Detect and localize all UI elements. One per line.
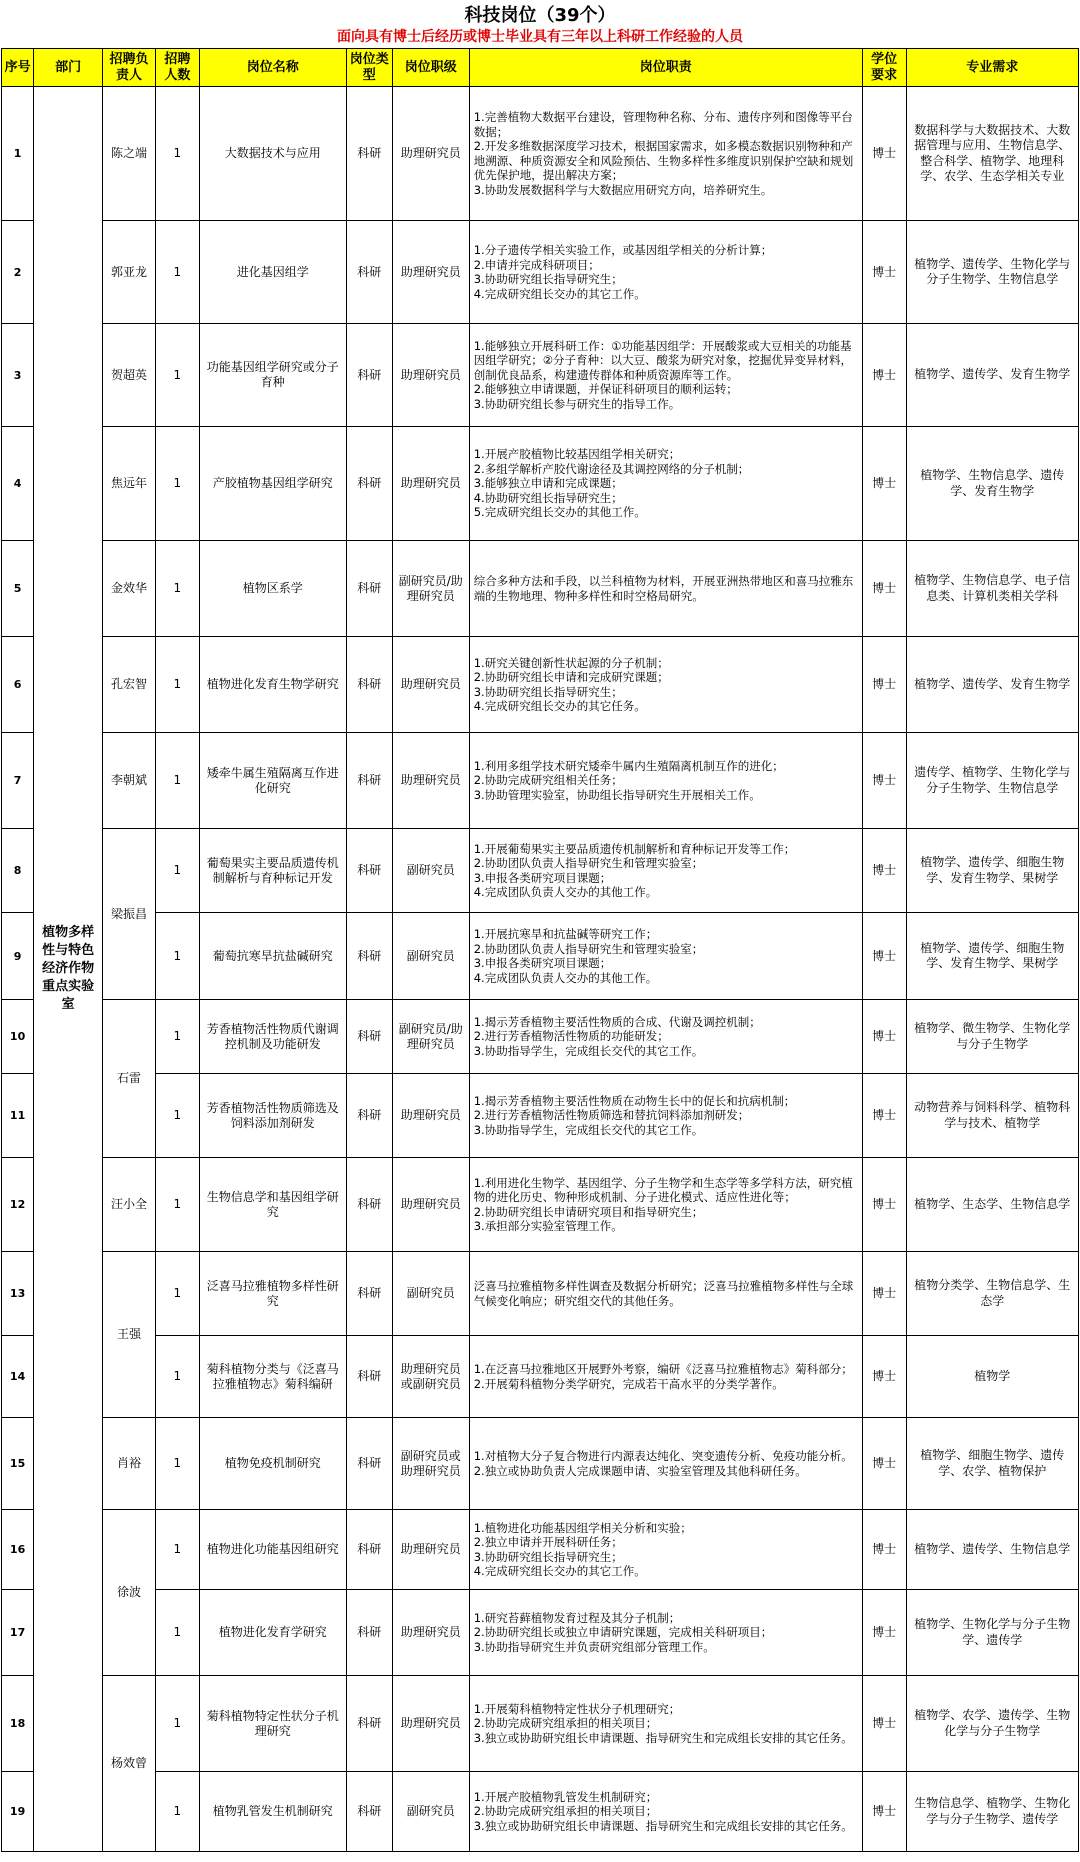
duty-cell: 1.对植物大分子复合物进行内源表达纯化、突变遗传分析、免疫功能分析。 2.独立或协助负责人完成课题申请、实验室管理及其他科研任务。 <box>469 1418 862 1510</box>
table-row <box>2 829 1079 913</box>
header-lead: 招聘负责人 <box>103 49 156 87</box>
count-cell: 1 <box>155 1510 199 1590</box>
degree-cell: 博士 <box>862 87 906 221</box>
count-cell: 1 <box>155 733 199 829</box>
table-row <box>2 541 1079 637</box>
count-cell: 1 <box>155 1676 199 1772</box>
table-row <box>2 1000 1079 1074</box>
header-rank: 岗位职级 <box>392 49 469 87</box>
row-no: 15 <box>2 1418 34 1510</box>
major-cell: 动物营养与饲料科学、植物科学与技术、植物学 <box>906 1074 1079 1158</box>
duty-cell: 1.开展葡萄果实主要品质遗传机制解析和育种标记开发等工作； 2.协助团队负责人指导研究生和管理实验室； 3.申报各类研究项目课题； 4.完成团队负责人交办的其他工作。 <box>469 829 862 913</box>
position-name-cell: 菊科植物特定性状分子机理研究 <box>199 1676 346 1772</box>
count-cell: 1 <box>155 1772 199 1852</box>
rank-cell: 助理研究员 <box>392 1590 469 1676</box>
lead-cell: 王强 <box>103 1252 156 1418</box>
position-name-cell: 大数据技术与应用 <box>199 87 346 221</box>
position-name-cell: 葡萄抗寒旱抗盐碱研究 <box>199 913 346 1000</box>
table-row <box>2 1158 1079 1252</box>
major-cell: 遗传学、植物学、生物化学与分子生物学、生物信息学 <box>906 733 1079 829</box>
rank-cell: 副研究员 <box>392 829 469 913</box>
degree-cell: 博士 <box>862 427 906 541</box>
type-cell: 科研 <box>346 1252 392 1336</box>
rank-cell: 助理研究员 <box>392 427 469 541</box>
degree-cell: 博士 <box>862 637 906 733</box>
major-cell: 植物学、遗传学、细胞生物学、发育生物学、果树学 <box>906 913 1079 1000</box>
major-cell: 植物学、细胞生物学、遗传学、农学、植物保护 <box>906 1418 1079 1510</box>
position-name-cell: 菊科植物分类与《泛喜马拉雅植物志》菊科编研 <box>199 1336 346 1418</box>
degree-cell: 博士 <box>862 541 906 637</box>
lead-cell: 汪小全 <box>103 1158 156 1252</box>
type-cell: 科研 <box>346 1418 392 1510</box>
duty-cell: 1.开展产胶植物乳管发生机制研究； 2.协助完成研究组承担的相关项目； 3.独立或协助研究组长申请课题、指导研究生和完成组长安排的其它任务。 <box>469 1772 862 1852</box>
row-no: 10 <box>2 1000 34 1074</box>
position-name-cell: 功能基因组学研究或分子育种 <box>199 324 346 427</box>
major-cell: 植物学、遗传学、发育生物学 <box>906 637 1079 733</box>
lead-cell: 杨效曾 <box>103 1676 156 1852</box>
row-no: 11 <box>2 1074 34 1158</box>
degree-cell: 博士 <box>862 1252 906 1336</box>
row-no: 2 <box>2 221 34 324</box>
type-cell: 科研 <box>346 1510 392 1590</box>
duty-cell: 1.利用进化生物学、基因组学、分子生物学和生态学等多学科方法，研究植物的进化历史、物种形成机制、分子进化模式、适应性进化等； 2.协助研究组长申请研究项目和指导研究生； 3.承担部分实验室管理工作。 <box>469 1158 862 1252</box>
position-name-cell: 植物免疫机制研究 <box>199 1418 346 1510</box>
rank-cell: 助理研究员 <box>392 1158 469 1252</box>
lead-cell: 梁振昌 <box>103 829 156 1000</box>
position-name-cell: 泛喜马拉雅植物多样性研究 <box>199 1252 346 1336</box>
count-cell: 1 <box>155 1158 199 1252</box>
type-cell: 科研 <box>346 1676 392 1772</box>
count-cell: 1 <box>155 221 199 324</box>
position-name-cell: 芳香植物活性物质筛选及饲料添加剂研发 <box>199 1074 346 1158</box>
position-name-cell: 植物乳管发生机制研究 <box>199 1772 346 1852</box>
degree-cell: 博士 <box>862 1158 906 1252</box>
position-name-cell: 植物进化发育学研究 <box>199 1590 346 1676</box>
duty-cell: 1.植物进化功能基因组学相关分析和实验； 2.独立申请并开展科研任务； 3.协助研究组长指导研究生； 4.完成研究组长交办的其它工作。 <box>469 1510 862 1590</box>
type-cell: 科研 <box>346 913 392 1000</box>
major-cell: 植物学、遗传学、生物信息学 <box>906 1510 1079 1590</box>
rank-cell: 副研究员 <box>392 1772 469 1852</box>
rank-cell: 助理研究员 <box>392 221 469 324</box>
count-cell: 1 <box>155 1336 199 1418</box>
duty-cell: 1.揭示芳香植物主要活性物质在动物生长中的促长和抗病机制； 2.进行芳香植物活性物质筛选和替抗饲料添加剂研发； 3.协助指导学生，完成组长交代的其它工作。 <box>469 1074 862 1158</box>
row-no: 17 <box>2 1590 34 1676</box>
major-cell: 植物学 <box>906 1336 1079 1418</box>
duty-cell: 1.在泛喜马拉雅地区开展野外考察，编研《泛喜马拉雅植物志》菊科部分； 2.开展菊科植物分类学研究，完成若干高水平的分类学著作。 <box>469 1336 862 1418</box>
duty-cell: 1.利用多组学技术研究矮牵牛属内生殖隔离机制互作的进化； 2.协助完成研究组相关任务； 3.协助管理实验室，协助组长指导研究生开展相关工作。 <box>469 733 862 829</box>
lead-cell: 肖裕 <box>103 1418 156 1510</box>
header-dept: 部门 <box>34 49 103 87</box>
duty-cell: 1.开展菊科植物特定性状分子机理研究； 2.协助完成研究组承担的相关项目； 3.独立或协助研究组长申请课题、指导研究生和完成组长安排的其它任务。 <box>469 1676 862 1772</box>
lead-cell: 金效华 <box>103 541 156 637</box>
table-row <box>2 1418 1079 1510</box>
header-duty: 岗位职责 <box>469 49 862 87</box>
rank-cell: 副研究员或助理研究员 <box>392 1418 469 1510</box>
major-cell: 植物学、遗传学、生物化学与分子生物学、生物信息学 <box>906 221 1079 324</box>
table-row <box>2 637 1079 733</box>
duty-cell: 1.开展产胶植物比较基因组学相关研究； 2.多组学解析产胶代谢途径及其调控网络的分子机制； 3.能够独立申请和完成课题； 4.协助研究组长指导研究生； 5.完成研究组长交办的其他工作。 <box>469 427 862 541</box>
degree-cell: 博士 <box>862 1336 906 1418</box>
major-cell: 植物学、农学、遗传学、生物化学与分子生物学 <box>906 1676 1079 1772</box>
lead-cell: 陈之端 <box>103 87 156 221</box>
count-cell: 1 <box>155 1000 199 1074</box>
duty-cell: 1.研究苔藓植物发育过程及其分子机制； 2.协助研究组长或独立申请研究课题，完成相关科研项目； 3.协助指导研究生并负责研究组部分管理工作。 <box>469 1590 862 1676</box>
table-header-row <box>2 49 1079 87</box>
degree-cell: 博士 <box>862 1676 906 1772</box>
table-row <box>2 1252 1079 1336</box>
table-row <box>2 87 1079 221</box>
table-row <box>2 1772 1079 1852</box>
row-no: 14 <box>2 1336 34 1418</box>
row-no: 6 <box>2 637 34 733</box>
count-cell: 1 <box>155 427 199 541</box>
rank-cell: 助理研究员 <box>392 87 469 221</box>
degree-cell: 博士 <box>862 1590 906 1676</box>
duty-cell: 1.完善植物大数据平台建设，管理物种名称、分布、遗传序列和图像等平台数据； 2.开发多维数据深度学习技术，根据国家需求，如多模态数据识别物种和产地溯源、种质资源安全和风险预估、生物多样性多维度识别保护空缺和规划优先保护地，提出解决方案； 3.协助发展数据科学与大数据应用研究方向，培养研究生。 <box>469 87 862 221</box>
degree-cell: 博士 <box>862 1772 906 1852</box>
rank-cell: 副研究员 <box>392 1252 469 1336</box>
table-row <box>2 1676 1079 1772</box>
department-cell: 植物多样性与特色经济作物重点实验室 <box>34 87 103 1852</box>
rank-cell: 助理研究员 <box>392 1676 469 1772</box>
table-row <box>2 1074 1079 1158</box>
type-cell: 科研 <box>346 87 392 221</box>
type-cell: 科研 <box>346 733 392 829</box>
row-no: 8 <box>2 829 34 913</box>
row-no: 18 <box>2 1676 34 1772</box>
table-row <box>2 221 1079 324</box>
lead-cell: 徐波 <box>103 1510 156 1676</box>
row-no: 16 <box>2 1510 34 1590</box>
row-no: 9 <box>2 913 34 1000</box>
lead-cell: 孔宏智 <box>103 637 156 733</box>
degree-cell: 博士 <box>862 733 906 829</box>
page-header <box>0 0 1080 48</box>
duty-cell: 1.分子遗传学相关实验工作，或基因组学相关的分析计算； 2.申请并完成科研项目； 3.协助研究组长指导研究生； 4.完成研究组长交办的其它工作。 <box>469 221 862 324</box>
header-type: 岗位类型 <box>346 49 392 87</box>
table-row <box>2 733 1079 829</box>
rank-cell: 助理研究员或副研究员 <box>392 1336 469 1418</box>
row-no: 12 <box>2 1158 34 1252</box>
lead-cell: 焦远年 <box>103 427 156 541</box>
table-row <box>2 427 1079 541</box>
count-cell: 1 <box>155 829 199 913</box>
degree-cell: 博士 <box>862 1510 906 1590</box>
position-name-cell: 芳香植物活性物质代谢调控机制及功能研发 <box>199 1000 346 1074</box>
type-cell: 科研 <box>346 1000 392 1074</box>
type-cell: 科研 <box>346 1336 392 1418</box>
header-degree: 学位要求 <box>862 49 906 87</box>
position-name-cell: 进化基因组学 <box>199 221 346 324</box>
type-cell: 科研 <box>346 427 392 541</box>
table-row <box>2 324 1079 427</box>
row-no: 5 <box>2 541 34 637</box>
rank-cell: 助理研究员 <box>392 324 469 427</box>
type-cell: 科研 <box>346 637 392 733</box>
duty-cell: 1.研究关键创新性状起源的分子机制； 2.协助研究组长申请和完成研究课题； 3.协助研究组长指导研究生； 4.完成研究组长交办的其它任务。 <box>469 637 862 733</box>
major-cell: 植物分类学、生物信息学、生态学 <box>906 1252 1079 1336</box>
type-cell: 科研 <box>346 829 392 913</box>
row-no: 19 <box>2 1772 34 1852</box>
major-cell: 植物学、生态学、生物信息学 <box>906 1158 1079 1252</box>
position-name-cell: 产胶植物基因组学研究 <box>199 427 346 541</box>
table-row <box>2 1590 1079 1676</box>
major-cell: 植物学、生物信息学、遗传学、发育生物学 <box>906 427 1079 541</box>
row-no: 7 <box>2 733 34 829</box>
duty-cell: 1.开展抗寒旱和抗盐碱等研究工作； 2.协助团队负责人指导研究生和管理实验室； 3.申报各类研究项目课题； 4.完成团队负责人交办的其他工作。 <box>469 913 862 1000</box>
position-name-cell: 植物区系学 <box>199 541 346 637</box>
row-no: 13 <box>2 1252 34 1336</box>
count-cell: 1 <box>155 541 199 637</box>
degree-cell: 博士 <box>862 1074 906 1158</box>
page-title: 科技岗位（39个） <box>464 5 616 26</box>
count-cell: 1 <box>155 87 199 221</box>
major-cell: 生物信息学、植物学、生物化学与分子生物学、遗传学 <box>906 1772 1079 1852</box>
count-cell: 1 <box>155 913 199 1000</box>
duty-cell: 1.揭示芳香植物主要活性物质的合成、代谢及调控机制； 2.进行芳香植物活性物质的功能研发； 3.协助指导学生，完成组长交代的其它工作。 <box>469 1000 862 1074</box>
position-name-cell: 植物进化功能基因组研究 <box>199 1510 346 1590</box>
rank-cell: 助理研究员 <box>392 733 469 829</box>
lead-cell: 李朝斌 <box>103 733 156 829</box>
major-cell: 植物学、遗传学、细胞生物学、发育生物学、果树学 <box>906 829 1079 913</box>
major-cell: 植物学、遗传学、发育生物学 <box>906 324 1079 427</box>
major-cell: 数据科学与大数据技术、大数据管理与应用、生物信息学、整合科学、植物学、地理科学、农学、生态学相关专业 <box>906 87 1079 221</box>
rank-cell: 副研究员/助理研究员 <box>392 1000 469 1074</box>
row-no: 1 <box>2 87 34 221</box>
major-cell: 植物学、微生物学、生物化学与分子生物学 <box>906 1000 1079 1074</box>
duty-cell: 综合多种方法和手段，以兰科植物为材料，开展亚洲热带地区和喜马拉雅东端的生物地理、物种多样性和时空格局研究。 <box>469 541 862 637</box>
degree-cell: 博士 <box>862 1000 906 1074</box>
degree-cell: 博士 <box>862 1418 906 1510</box>
header-major: 专业需求 <box>906 49 1079 87</box>
rank-cell: 副研究员/助理研究员 <box>392 541 469 637</box>
table-row <box>2 1510 1079 1590</box>
table-row <box>2 913 1079 1000</box>
duty-cell: 1.能够独立开展科研工作：①功能基因组学：开展酸浆或大豆相关的功能基因组学研究；②分子育种：以大豆、酸浆为研究对象，挖掘优异变异材料，创制优良品系，构建遗传群体和种质资源库等工作。 2.能够独立申请课题，并保证科研项目的顺利运转； 3.协助研究组长参与研究生的指导工作。 <box>469 324 862 427</box>
position-name-cell: 葡萄果实主要品质遗传机制解析与育种标记开发 <box>199 829 346 913</box>
duty-cell: 泛喜马拉雅植物多样性调查及数据分析研究；泛喜马拉雅植物多样性与全球气候变化响应；研究组交代的其他任务。 <box>469 1252 862 1336</box>
rank-cell: 助理研究员 <box>392 1510 469 1590</box>
count-cell: 1 <box>155 1418 199 1510</box>
type-cell: 科研 <box>346 324 392 427</box>
count-cell: 1 <box>155 1074 199 1158</box>
count-cell: 1 <box>155 1252 199 1336</box>
rank-cell: 助理研究员 <box>392 637 469 733</box>
header-name: 岗位名称 <box>199 49 346 87</box>
row-no: 3 <box>2 324 34 427</box>
type-cell: 科研 <box>346 1074 392 1158</box>
position-name-cell: 生物信息学和基因组学研究 <box>199 1158 346 1252</box>
row-no: 4 <box>2 427 34 541</box>
position-name-cell: 植物进化发育生物学研究 <box>199 637 346 733</box>
count-cell: 1 <box>155 1590 199 1676</box>
rank-cell: 助理研究员 <box>392 1074 469 1158</box>
count-cell: 1 <box>155 637 199 733</box>
degree-cell: 博士 <box>862 913 906 1000</box>
header-no: 序号 <box>2 49 34 87</box>
table-row <box>2 1336 1079 1418</box>
lead-cell: 石雷 <box>103 1000 156 1158</box>
rank-cell: 副研究员 <box>392 913 469 1000</box>
type-cell: 科研 <box>346 1772 392 1852</box>
degree-cell: 博士 <box>862 221 906 324</box>
degree-cell: 博士 <box>862 324 906 427</box>
positions-table <box>1 48 1079 1852</box>
degree-cell: 博士 <box>862 829 906 913</box>
lead-cell: 郭亚龙 <box>103 221 156 324</box>
position-name-cell: 矮牵牛属生殖隔离互作进化研究 <box>199 733 346 829</box>
major-cell: 植物学、生物化学与分子生物学、遗传学 <box>906 1590 1079 1676</box>
type-cell: 科研 <box>346 1158 392 1252</box>
page-subtitle: 面向具有博士后经历或博士毕业具有三年以上科研工作经验的人员 <box>337 29 743 45</box>
header-count: 招聘人数 <box>155 49 199 87</box>
type-cell: 科研 <box>346 221 392 324</box>
type-cell: 科研 <box>346 541 392 637</box>
lead-cell: 贺超英 <box>103 324 156 427</box>
type-cell: 科研 <box>346 1590 392 1676</box>
major-cell: 植物学、生物信息学、电子信息类、计算机类相关学科 <box>906 541 1079 637</box>
count-cell: 1 <box>155 324 199 427</box>
